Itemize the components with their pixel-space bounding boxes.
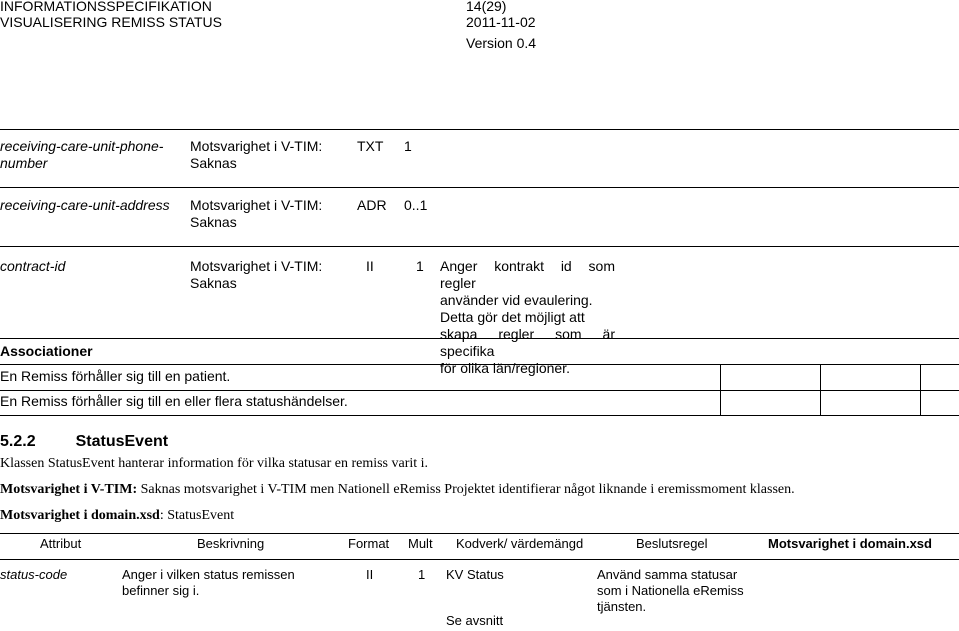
doc-title: INFORMATIONSSPECIFIKATION: [0, 0, 212, 14]
mult-value: 1: [418, 567, 426, 582]
table-divider: [720, 364, 721, 416]
column-header: Attribut: [40, 536, 82, 551]
associations-heading: Associationer: [0, 343, 93, 359]
page-number: 14(29): [466, 0, 507, 14]
mult-value: 1: [404, 138, 412, 154]
vtim-mapping: Motsvarighet i V-TIM: Saknas: [190, 197, 323, 230]
column-header: Beskrivning: [197, 536, 265, 551]
table-row: [0, 138, 163, 172]
table-divider: [0, 187, 959, 188]
mult-value: 1: [416, 258, 424, 274]
doc-subtitle: VISUALISERING REMISS STATUS: [0, 14, 222, 30]
description: Anger kontrakt id som regler använder vid evaulering. Detta gör det möjligt att skapa regler som är specifika för olika län/regioner.: [440, 258, 615, 376]
table-divider: [0, 559, 959, 560]
mult-value: 0..1: [404, 197, 428, 213]
vtim-mapping: Motsvarighet i V-TIM: Saknas: [190, 258, 323, 291]
column-header: Mult: [408, 536, 433, 551]
section-title: StatusEvent: [75, 433, 169, 450]
table-row: [0, 258, 65, 275]
vtim-paragraph: Motsvarighet i V-TIM: Saknas motsvarighet i V-TIM men Nationell eRemiss Projektet identifierar något liknande i eremissmoment klassen.: [0, 482, 795, 497]
column-header: Kodverk/ värdemängd: [456, 536, 584, 551]
section-number: 5.2.2: [0, 433, 36, 450]
domain-paragraph: Motsvarighet i domain.xsd: StatusEvent: [0, 508, 235, 523]
section-intro: Klassen StatusEvent hanterar information för vilka statusar en remiss varit i.: [0, 456, 429, 471]
table-divider: [0, 246, 959, 247]
attr-name: status-code: [0, 567, 68, 582]
association-item: En Remiss förhåller sig till en eller flera statushändelser.: [0, 393, 348, 409]
codeset-value: KV Status: [446, 567, 504, 582]
vtim-mapping: Motsvarighet i V-TIM: Saknas: [190, 138, 323, 171]
section-heading: [0, 432, 168, 452]
column-header: Motsvarighet i domain.xsd: [768, 536, 932, 551]
format-value: TXT: [357, 138, 384, 154]
table-divider: [0, 390, 959, 391]
doc-date: 2011-11-02: [466, 14, 536, 30]
doc-version: Version 0.4: [466, 35, 537, 51]
table-row: [0, 197, 170, 214]
table-divider: [0, 533, 959, 534]
codeset-reference: Se avsnitt: [446, 613, 504, 628]
attr-name: number: [0, 155, 48, 171]
table-divider: [0, 129, 959, 130]
association-item: En Remiss förhåller sig till en patient.: [0, 368, 231, 384]
format-value: II: [366, 567, 374, 582]
table-divider: [920, 364, 921, 416]
attr-name: receiving-care-unit-address: [0, 197, 170, 213]
table-divider: [0, 415, 959, 416]
attr-name: receiving-care-unit-phone-: [0, 138, 164, 154]
attr-name: contract-id: [0, 258, 66, 274]
table-divider: [820, 364, 821, 416]
column-header: Format: [348, 536, 390, 551]
column-header: Beslutsregel: [636, 536, 708, 551]
description: Anger i vilken status remissen befinner sig i.: [122, 567, 295, 598]
format-value: II: [366, 258, 374, 274]
rule-text: Använd samma statusar som i Nationella eRemiss tjänsten.: [597, 567, 744, 614]
format-value: ADR: [357, 197, 387, 213]
